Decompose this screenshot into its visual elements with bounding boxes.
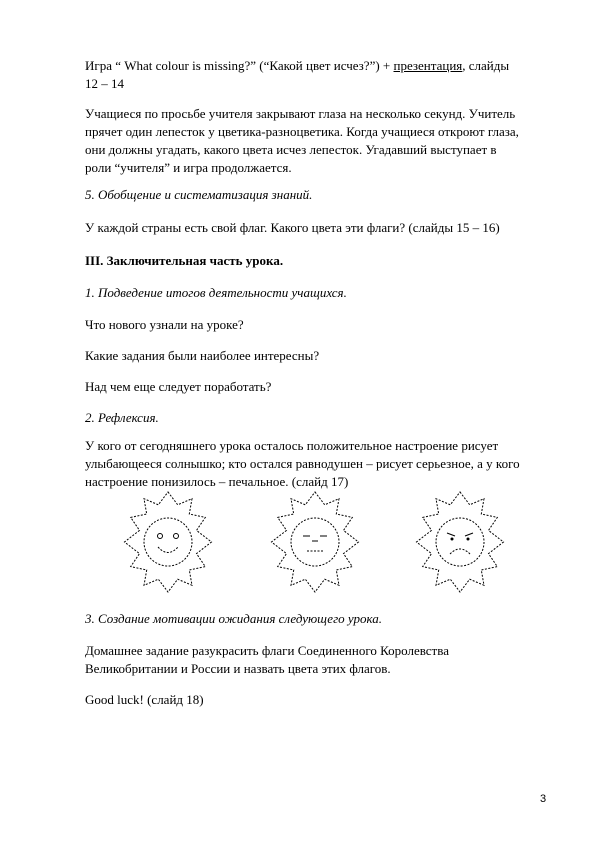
game-slides: , слайды	[462, 58, 510, 73]
homework-line: Домашнее задание разукрасить флаги Соединенного Королевства	[85, 643, 449, 658]
game-description	[85, 105, 555, 177]
good-luck-text: Good luck! (слайд 18)	[85, 692, 204, 707]
mood-suns	[110, 490, 520, 595]
reflection-heading: 2. Рефлексия.	[85, 410, 159, 425]
homework-line: Великобритании и России и назвать цвета этих флагов.	[85, 661, 391, 676]
game-paragraph	[85, 57, 555, 93]
game-desc-line: прячет один лепесток у цветика-разноцветика. Когда учащиеся откроют глаза,	[85, 124, 519, 139]
game-desc-line: роли “учителя” и игра продолжается.	[85, 160, 292, 175]
sad-sun-icon	[417, 492, 504, 592]
motivation-heading: 3. Создание мотивации ожидания следующего урока.	[85, 611, 382, 626]
flags-question: У каждой страны есть свой флаг. Какого цвета эти флаги? (слайды 15 – 16)	[85, 220, 500, 235]
homework-text	[85, 642, 555, 678]
part-3-heading: III. Заключительная часть урока.	[85, 253, 284, 268]
section-5-heading: 5. Обобщение и систематизация знаний.	[85, 187, 313, 202]
question-item: Что нового узнали на уроке?	[85, 317, 244, 332]
question-item: Какие задания были наиболее интересны?	[85, 348, 320, 363]
reflection-line: У кого от сегодняшнего урока осталось положительное настроение рисует	[85, 438, 499, 453]
reflection-line: улыбающееся солнышко; кто остался равнодушен – рисует серьезное, а у кого	[85, 456, 520, 471]
presentation-link[interactable]: презентация	[393, 58, 463, 73]
page-number: 3	[540, 793, 547, 805]
game-slides-range: 12 – 14	[85, 76, 124, 91]
reflection-text	[85, 437, 555, 491]
game-intro: Игра “ What colour is missing?” (“Какой цвет исчез?”) +	[85, 58, 394, 73]
game-desc-line: Учащиеся по просьбе учителя закрывают глаза на несколько секунд. Учитель	[85, 106, 516, 121]
question-item: Над чем еще следует поработать?	[85, 379, 272, 394]
reflection-line: настроение понизилось – печальное. (слайд 17)	[85, 474, 349, 489]
neutral-sun-icon	[272, 492, 359, 592]
game-desc-line: они должны угадать, какого цвета исчез лепесток. Угадавший выступает в	[85, 142, 497, 157]
smiling-sun-icon	[125, 492, 212, 592]
summary-heading: 1. Подведение итогов деятельности учащихся.	[85, 285, 347, 300]
